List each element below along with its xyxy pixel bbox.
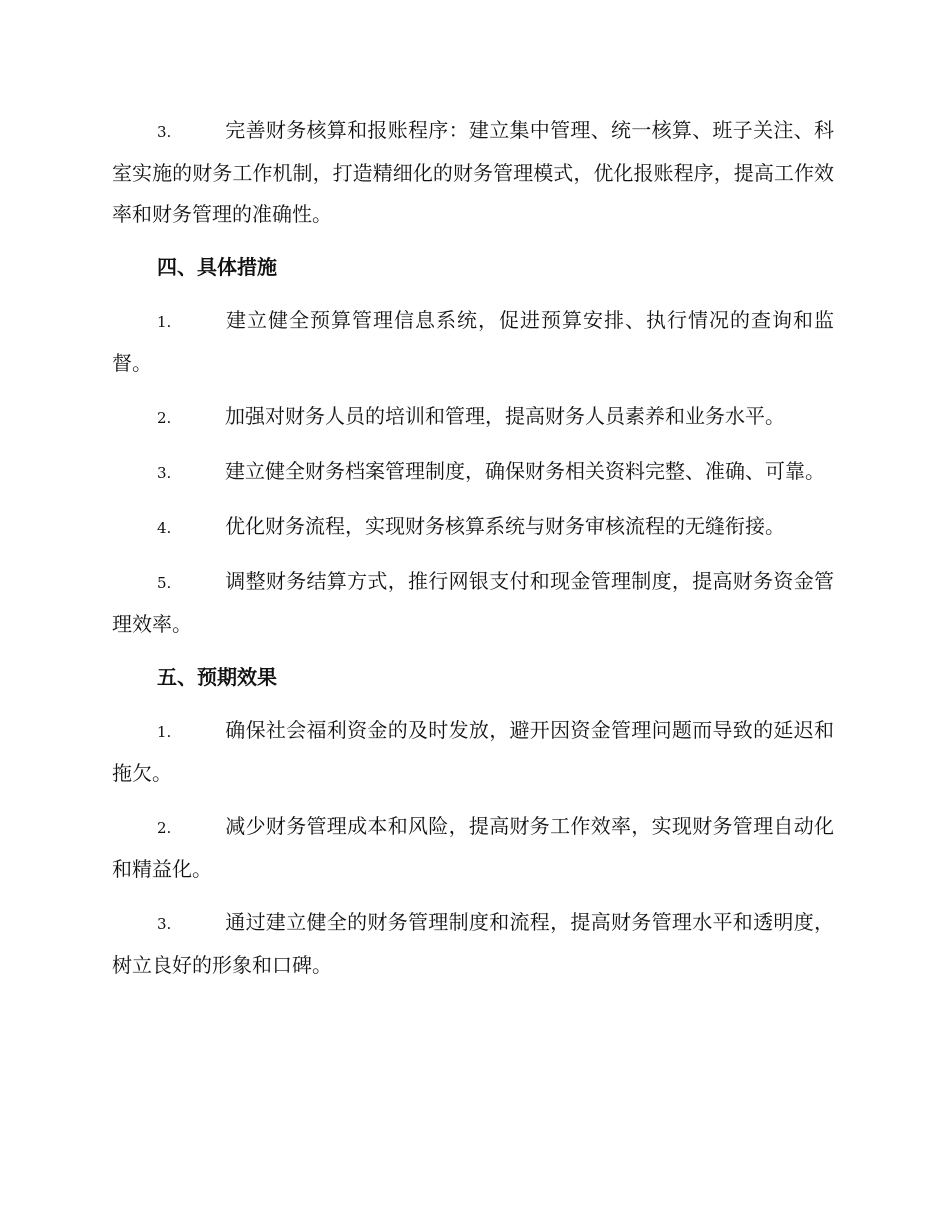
item-text: 调整财务结算方式，推行网银支付和现金管理制度，提高财务资金管理效率。 <box>112 569 834 636</box>
item-text: 确保社会福利资金的及时发放，避开因资金管理问题而导致的延迟和拖欠。 <box>112 718 834 785</box>
item-number: 1. <box>157 723 172 741</box>
list-item <box>112 710 834 794</box>
list-item <box>112 506 834 549</box>
item-number: 3. <box>157 464 172 482</box>
list-item <box>112 561 834 645</box>
item-number: 2. <box>157 409 172 427</box>
item-text: 建立健全预算管理信息系统，促进预算安排、执行情况的查询和监督。 <box>112 308 834 375</box>
item-text: 建立健全财务档案管理制度，确保财务相关资料完整、准确、可靠。 <box>225 459 825 483</box>
item-text: 减少财务管理成本和风险，提高财务工作效率，实现财务管理自动化和精益化。 <box>112 814 834 881</box>
item-number: 3. <box>157 123 172 141</box>
item-number: 1. <box>157 313 172 331</box>
list-item <box>112 806 834 890</box>
item-number: 4. <box>157 519 172 537</box>
item-number: 3. <box>157 915 172 933</box>
list-item <box>112 300 834 384</box>
item-text: 加强对财务人员的培训和管理，提高财务人员素养和业务水平。 <box>225 404 785 428</box>
item-number: 5. <box>157 574 172 592</box>
section-heading-measures: 四、具体措施 <box>157 255 277 279</box>
section-heading-expected-effects: 五、预期效果 <box>157 665 277 689</box>
item-text: 完善财务核算和报账程序：建立集中管理、统一核算、班子关注、科室实施的财务工作机制，打造精细化的财务管理模式，优化报账程序，提高工作效率和财务管理的准确性。 <box>112 118 834 226</box>
list-item <box>112 902 834 986</box>
list-item <box>112 396 834 439</box>
item-text: 通过建立健全的财务管理制度和流程，提高财务管理水平和透明度，树立良好的形象和口碑。 <box>112 910 834 977</box>
list-item <box>112 451 834 494</box>
item-number: 2. <box>157 819 172 837</box>
item-text: 优化财务流程，实现财务核算系统与财务审核流程的无缝衔接。 <box>225 514 785 538</box>
list-item <box>112 110 834 235</box>
document-body <box>112 110 834 998</box>
